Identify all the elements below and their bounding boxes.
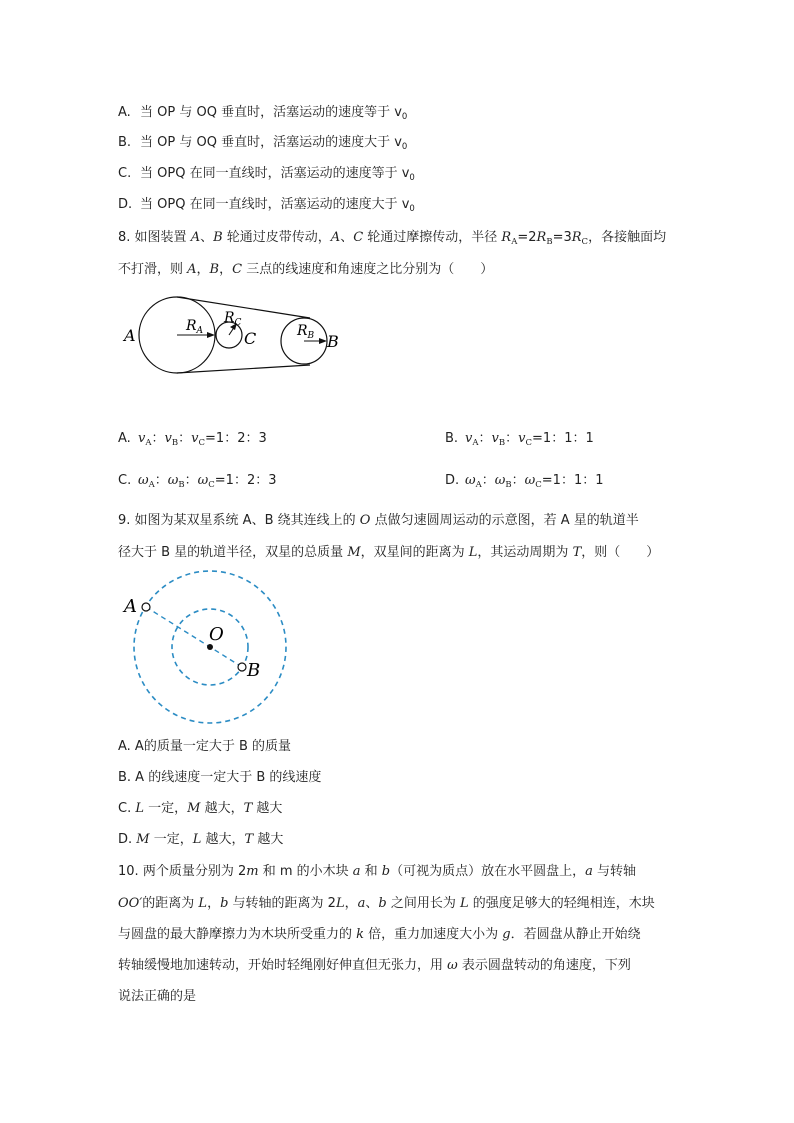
label-a: A — [124, 326, 136, 345]
label-rc: $R_C$ — [224, 310, 242, 328]
q8-stem-line1: 8. 如图装置 A、B 轮通过皮带传动，A、C 轮通过摩擦传动，半径 $R_A=2R_B=3R_C$，各接触面均 — [118, 230, 667, 247]
label-b: B — [327, 332, 339, 351]
q7-option-a: A. 当 OP 与 OQ 垂直时，活塞运动的速度等于 $v_0$ — [118, 105, 408, 122]
q7-option-b: B. 当 OP 与 OQ 垂直时，活塞运动的速度大于 $v_0$ — [118, 135, 408, 152]
q8-pulley-figure — [118, 288, 358, 380]
q7-option-d: D. 当 OPQ 在同一直线时，活塞运动的速度大于 $v_0$ — [118, 197, 415, 214]
q10-stem-line2: OO′的距离为 L，b 与转轴的距离为 2L，a、b 之间用长为 L 的强度足够大的轻绳相连，木块 — [118, 896, 655, 911]
belt-bottom — [177, 365, 310, 373]
q10-stem-line4: 转轴缓慢地加速转动，开始时轻绳刚好伸直但无张力，用 ω 表示圆盘转动的角速度，下列 — [118, 958, 631, 973]
q8-option-c: C. $\omega_A$：$\omega_B$：$\omega_C=1$：2：3 — [118, 473, 277, 490]
radius-a-arrowhead — [207, 332, 215, 338]
label-a: A — [124, 596, 137, 617]
label-c: C — [244, 329, 257, 348]
q8-option-b: B. $v_A$：$v_B$：$v_C=1$：1：1 — [445, 431, 594, 448]
radius-b-arrowhead — [319, 338, 327, 344]
belt-top — [177, 297, 310, 318]
star-b — [238, 663, 246, 671]
q9-option-d: D. M 一定，L 越大，T 越大 — [118, 832, 284, 847]
label-rb: $R_B$ — [297, 323, 315, 341]
q10-stem-line3: 与圆盘的最大静摩擦力为木块所受重力的 k 倍，重力加速度大小为 g．若圆盘从静止开始绕 — [118, 927, 641, 942]
q8-option-a: A. $v_A$：$v_B$：$v_C=1$：2：3 — [118, 431, 267, 448]
q9-stem-line1: 9. 如图为某双星系统 A、B 绕其连线上的 O 点做匀速圆周运动的示意图，若 A 星的轨道半 — [118, 513, 639, 528]
q8-stem-line2: 不打滑，则 A，B，C 三点的线速度和角速度之比分别为（ ） — [118, 262, 494, 277]
label-o: O — [209, 624, 224, 645]
q10-stem-line5: 说法正确的是 — [118, 989, 197, 1004]
q8-option-d: D. $\omega_A$：$\omega_B$：$\omega_C=1$：1：1 — [445, 473, 604, 490]
q9-option-a: A. A的质量一定大于 B 的质量 — [118, 739, 292, 754]
q9-binary-star-figure — [120, 568, 295, 728]
q9-option-b: B. A 的线速度一定大于 B 的线速度 — [118, 770, 322, 785]
q7-option-c: C. 当 OPQ 在同一直线时，活塞运动的速度等于 $v_0$ — [118, 166, 415, 183]
label-ra: $R_A$ — [186, 318, 204, 336]
q10-stem-line1: 10. 两个质量分别为 2m 和 m 的小木块 a 和 b（可视为质点）放在水平圆盘上，a 与转轴 — [118, 864, 637, 879]
connecting-line — [146, 607, 242, 667]
q9-option-c: C. L 一定，M 越大，T 越大 — [118, 801, 283, 816]
star-a — [142, 603, 150, 611]
q9-stem-line2: 径大于 B 星的轨道半径，双星的总质量 M，双星间的距离为 L，其运动周期为 T，则（ ） — [118, 545, 660, 560]
label-b: B — [247, 660, 261, 681]
